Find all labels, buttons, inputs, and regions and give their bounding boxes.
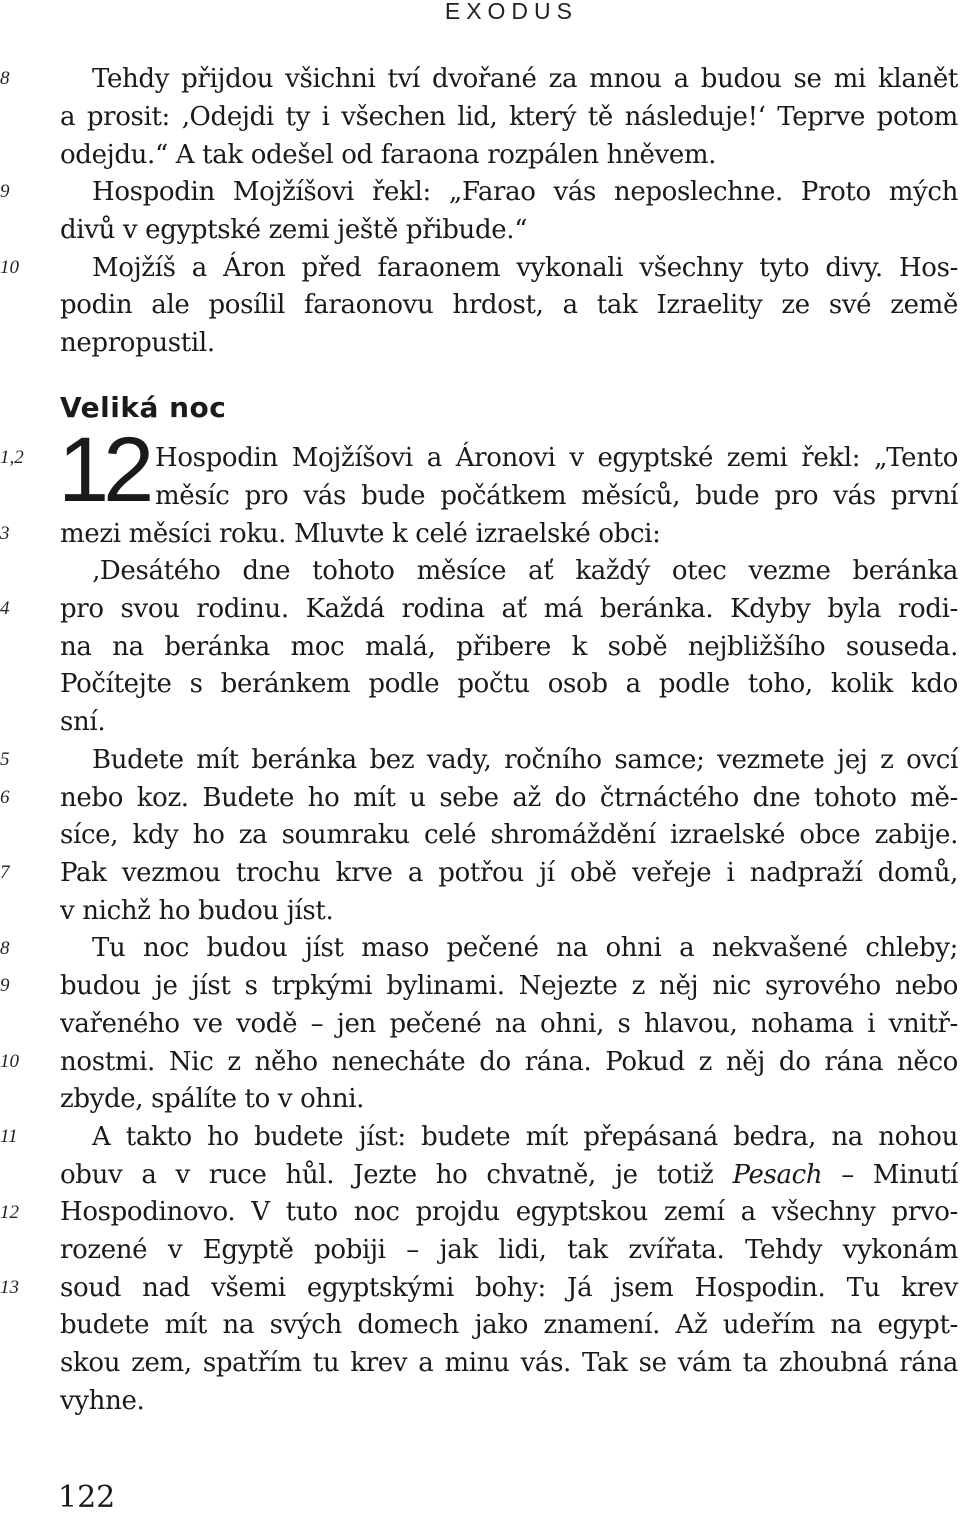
text-line: nebo koz. Budete ho mít u sebe až do čtrnáctého dne tohoto mě-	[60, 783, 958, 813]
text-line: sní.	[60, 707, 106, 737]
text-line: síce, kdy ho za soumraku celé shromáždění izraelské obce zabije.	[60, 820, 958, 850]
text-segment: – Minutí	[841, 1160, 959, 1190]
text-line: Počítejte s beránkem podle počtu osob a podle toho, kolik kdo	[60, 669, 958, 699]
verse-number: 11	[0, 1126, 18, 1147]
text-line: soud nad všemi egyptskými bohy: Já jsem Hospodin. Tu krev	[60, 1273, 958, 1303]
text-line	[60, 1157, 958, 1193]
text-line: nostmi. Nic z něho nenecháte do rána. Pokud z něj do rána něco	[60, 1047, 958, 1077]
text-line: vyhne.	[60, 1386, 145, 1416]
text-line: vařeného ve vodě – jen pečené na ohni, s hlavou, nohama i vnitř-	[60, 1009, 958, 1039]
text-line: zbyde, spálíte to v ohni.	[60, 1084, 365, 1114]
running-header: EXODUS	[444, 0, 578, 24]
text-line: pro svou rodinu. Každá rodina ať má beránka. Kdyby byla rodi-	[60, 594, 958, 624]
text-line: mezi měsíci roku. Mluvte k celé izraelské obci:	[60, 519, 661, 549]
text-line: Tehdy přijdou všichni tví dvořané za mnou a budou se mi klanět	[92, 64, 958, 94]
text-line: podin ale posílil faraonovu hrdost, a tak Izraelity ze své země	[60, 290, 958, 320]
text-line: Hospodin Mojžíšovi a Áronovi v egyptské zemi řekl: „Tento	[155, 443, 958, 473]
verse-number: 7	[0, 862, 10, 883]
section-heading: Veliká noc	[60, 391, 227, 424]
verse-number: 8	[0, 68, 10, 89]
text-line: Hospodin Mojžíšovi řekl: „Farao vás neposlechne. Proto mých	[92, 177, 958, 207]
verse-number: 12	[0, 1202, 19, 1223]
verse-number: 9	[0, 975, 10, 996]
text-line: ‚Desátého dne tohoto měsíce ať každý otec vezme beránka	[92, 556, 958, 586]
text-line: Mojžíš a Áron před faraonem vykonali všechny tyto divy. Hos-	[92, 253, 958, 283]
verse-number: 10	[0, 257, 19, 278]
text-line: a prosit: ‚Odejdi ty i všechen lid, který tě následuje!‘ Teprve potom	[60, 102, 958, 132]
verse-number: 6	[0, 787, 10, 808]
italic-term: Pesach	[732, 1160, 823, 1190]
verse-number: 5	[0, 749, 10, 770]
page-number: 122	[58, 1480, 116, 1515]
verse-number: 4	[0, 598, 10, 619]
verse-number: 1,2	[0, 447, 24, 468]
text-line: Budete mít beránka bez vady, ročního samce; vezmete jej z ovcí	[92, 745, 958, 775]
text-line: Pak vezmou trochu krve a potřou jí obě veřeje i nadpraží domů,	[60, 858, 958, 888]
chapter-number: 12	[58, 419, 149, 521]
text-line: A takto ho budete jíst: budete mít přepásaná bedra, na nohou	[92, 1122, 958, 1152]
verse-number: 8	[0, 938, 10, 959]
text-line: měsíc pro vás bude počátkem měsíců, bude pro vás první	[155, 481, 958, 511]
text-line: budou je jíst s trpkými bylinami. Nejezte z něj nic syrového nebo	[60, 971, 958, 1001]
text-line: v nichž ho budou jíst.	[60, 896, 334, 926]
text-line: skou zem, spatřím tu krev a minu vás. Tak se vám ta zhoubná rána	[60, 1348, 958, 1378]
verse-number: 3	[0, 523, 10, 544]
text-line: divů v egyptské zemi ještě přibude.“	[60, 215, 528, 245]
text-line: Hospodinovo. V tuto noc projdu egyptskou zemí a všechny prvo-	[60, 1197, 958, 1227]
text-line: nepropustil.	[60, 328, 215, 358]
verse-number: 13	[0, 1277, 19, 1298]
verse-number: 9	[0, 181, 10, 202]
text-segment: obuv a v ruce hůl. Jezte ho chvatně, je totiž	[60, 1160, 714, 1190]
verse-number: 10	[0, 1051, 19, 1072]
text-line: odejdu.“ A tak odešel od faraona rozpálen hněvem.	[60, 140, 717, 170]
text-line: rozené v Egyptě pobiji – jak lidi, tak zvířata. Tehdy vykonám	[60, 1235, 958, 1265]
text-line: Tu noc budou jíst maso pečené na ohni a nekvašené chleby;	[92, 933, 958, 963]
text-line: na na beránka moc malá, přibere k sobě nejbližšího souseda.	[60, 632, 958, 662]
text-line: budete mít na svých domech jako znamení. Až udeřím na egypt-	[60, 1310, 958, 1340]
